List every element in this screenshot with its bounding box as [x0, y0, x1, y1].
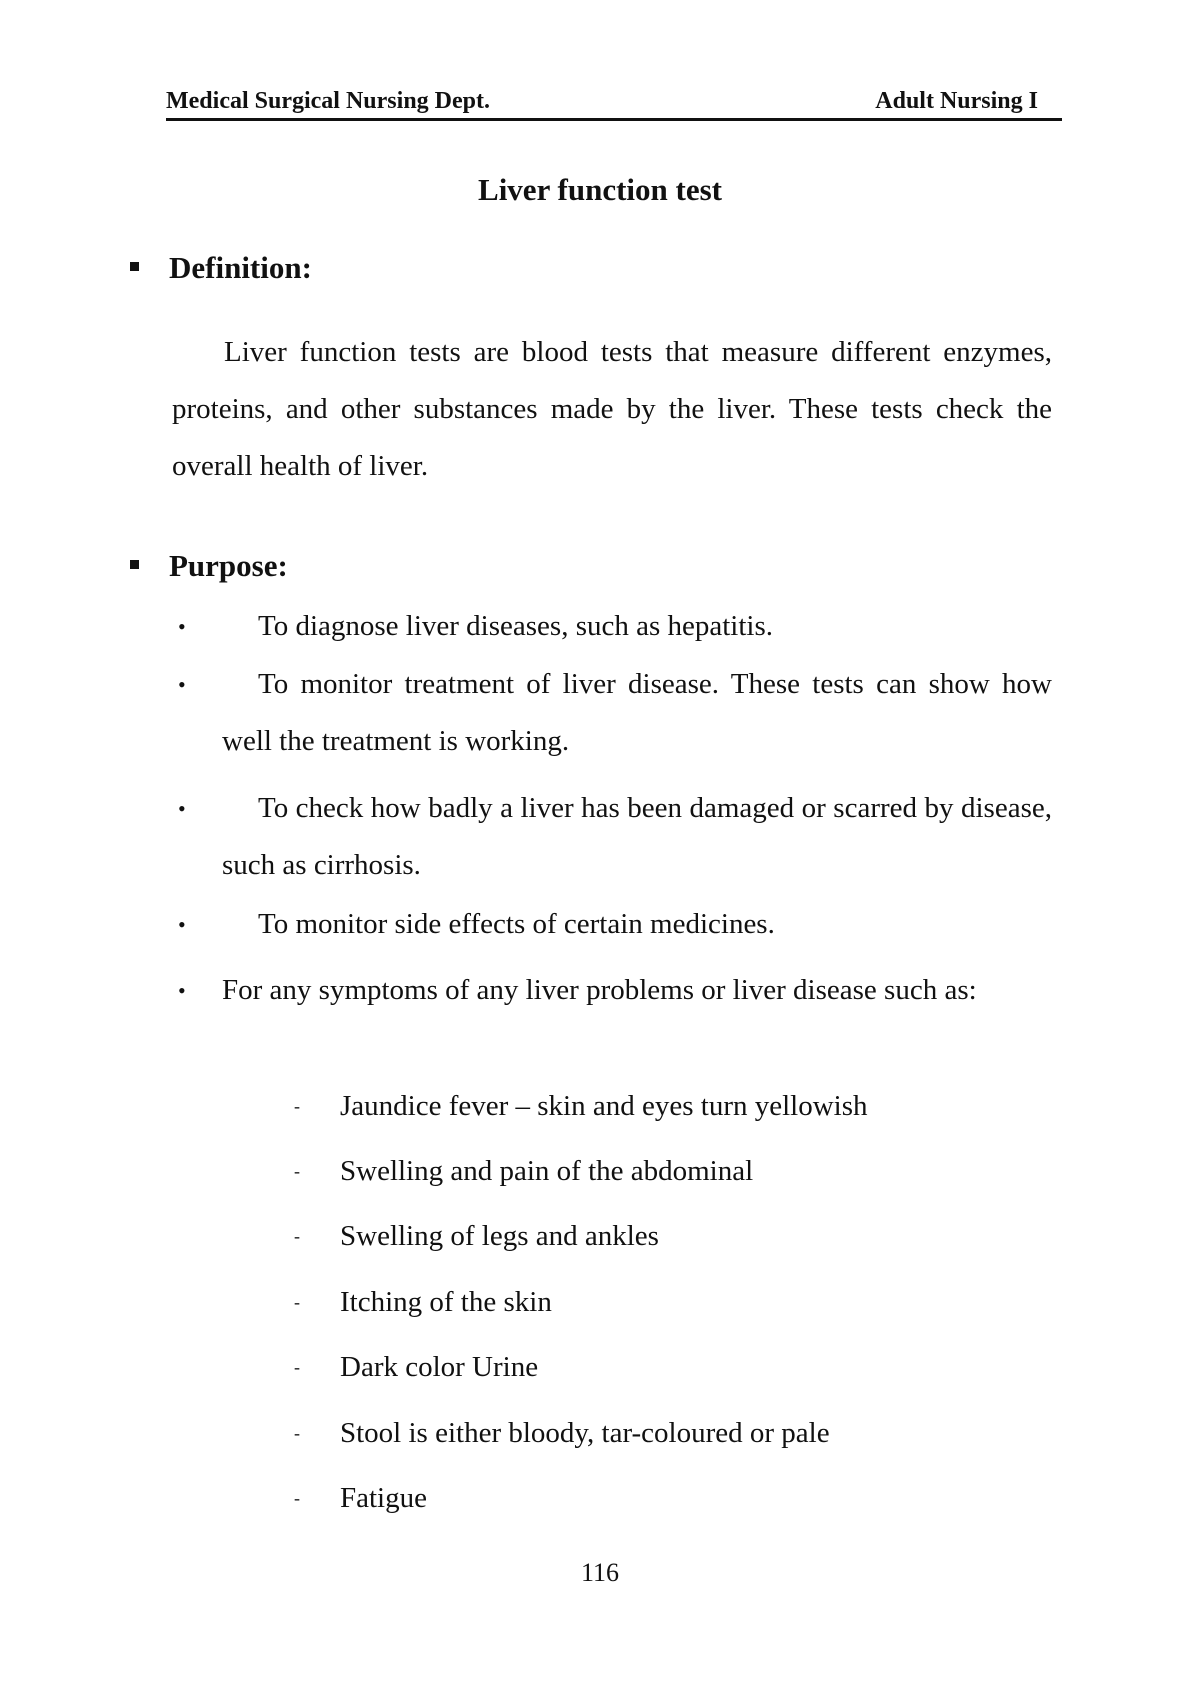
- symptom-item: [294, 1413, 830, 1453]
- symptom-text: Itching of the skin: [340, 1286, 552, 1318]
- page-title: Liver function test: [478, 172, 722, 207]
- purpose-item-text: To check how badly a liver has been damaged or scarred by disease, such as cirrhosis.: [222, 792, 1052, 881]
- dash-bullet-icon: -: [294, 1357, 300, 1377]
- square-bullet-icon: [130, 560, 139, 569]
- symptom-text: Swelling and pain of the abdominal: [340, 1155, 754, 1187]
- dash-bullet-icon: -: [294, 1096, 300, 1116]
- symptom-text: Stool is either bloody, tar-coloured or pale: [340, 1417, 830, 1449]
- bullet-dot-icon: •: [178, 978, 186, 1003]
- symptom-text: Dark color Urine: [340, 1351, 539, 1383]
- symptom-item: [294, 1086, 868, 1126]
- dash-bullet-icon: -: [294, 1292, 300, 1312]
- square-bullet-icon: [130, 262, 139, 271]
- purpose-item-text: For any symptoms of any liver problems or liver disease such as:: [222, 974, 977, 1006]
- symptom-text: Fatigue: [340, 1482, 427, 1514]
- definition-heading: [130, 250, 312, 286]
- bullet-dot-icon: •: [178, 614, 186, 639]
- symptom-text: Jaundice fever – skin and eyes turn yellowish: [340, 1090, 868, 1122]
- symptom-item: [294, 1478, 427, 1518]
- bullet-dot-icon: •: [178, 672, 186, 697]
- purpose-item: [178, 656, 1052, 770]
- purpose-heading-label: Purpose:: [169, 548, 288, 583]
- definition-paragraph: Liver function tests are blood tests that measure different enzymes, proteins, and other substances made by the liver. These tests check the overall health of liver.: [172, 336, 1052, 482]
- dash-bullet-icon: -: [294, 1161, 300, 1181]
- symptom-item: [294, 1282, 552, 1322]
- purpose-item: [178, 598, 1052, 655]
- symptom-item: [294, 1151, 753, 1191]
- symptom-item: [294, 1216, 659, 1256]
- bullet-dot-icon: •: [178, 912, 186, 937]
- header-course: Adult Nursing I: [875, 88, 1038, 114]
- purpose-item: [178, 780, 1052, 894]
- purpose-heading: [130, 548, 288, 584]
- definition-heading-label: Definition:: [169, 250, 312, 285]
- dash-bullet-icon: -: [294, 1423, 300, 1443]
- purpose-item: [178, 896, 1052, 953]
- page-number: 116: [580, 1558, 620, 1587]
- page-header: [166, 84, 1062, 121]
- bullet-dot-icon: •: [178, 796, 186, 821]
- purpose-item: [178, 962, 1052, 1019]
- purpose-item-text: To monitor treatment of liver disease. These tests can show how well the treatment is working.: [222, 668, 1052, 757]
- purpose-item-text: To diagnose liver diseases, such as hepatitis.: [258, 610, 774, 642]
- symptom-text: Swelling of legs and ankles: [340, 1220, 659, 1252]
- purpose-item-text: To monitor side effects of certain medicines.: [258, 908, 775, 940]
- symptom-item: [294, 1347, 538, 1387]
- dash-bullet-icon: -: [294, 1226, 300, 1246]
- dash-bullet-icon: -: [294, 1488, 300, 1508]
- header-department: Medical Surgical Nursing Dept.: [166, 88, 490, 114]
